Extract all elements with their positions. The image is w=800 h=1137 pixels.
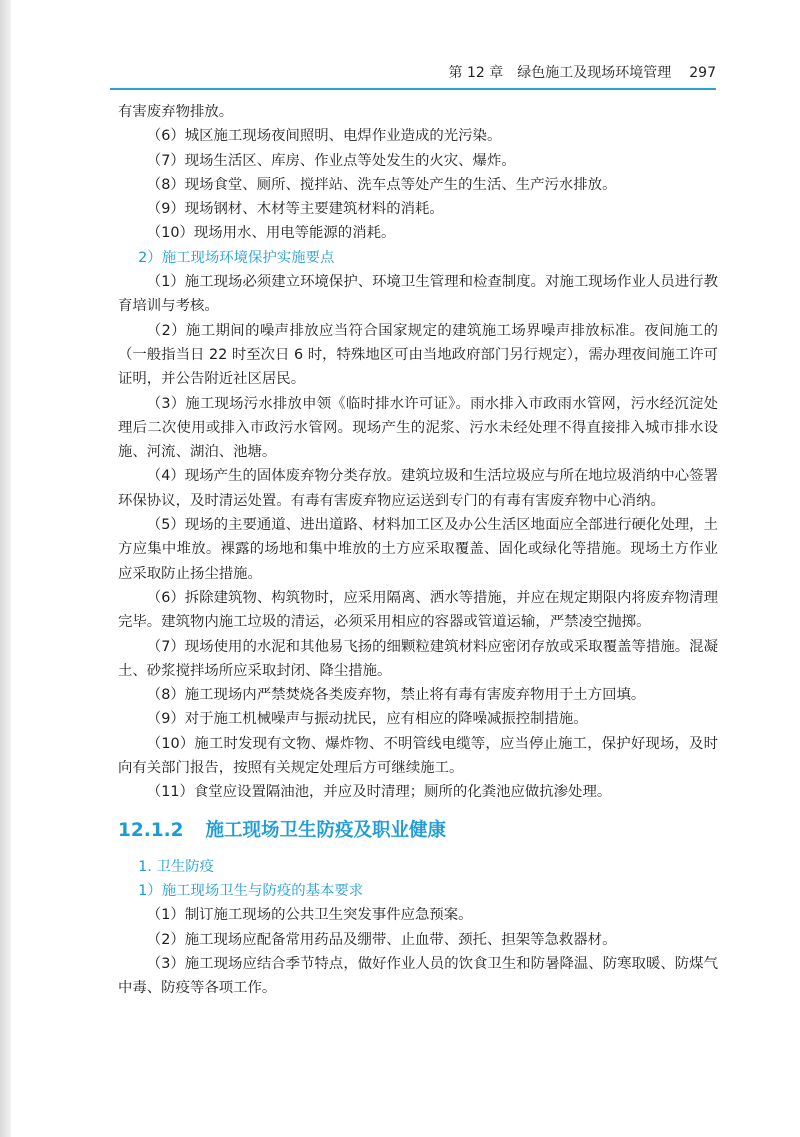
- section-number: 12.1.2: [118, 819, 184, 841]
- chapter-label: 第 12 章: [448, 65, 504, 81]
- paragraph: （8）施工现场内严禁焚烧各类废弃物，禁止将有毒有害废弃物用于土方回填。: [146, 687, 646, 704]
- paragraph: （10）现场用水、用电等能源的消耗。: [146, 225, 396, 242]
- paragraph: （2）施工期间的噪声排放应当符合国家规定的建筑施工场界噪声排放标准。夜间施工的（一般指当日 22 时至次日 6 时，特殊地区可由当地政府部门另行规定），需办理夜间施工许可证明，并公告附近社区居民。: [118, 322, 718, 388]
- header-rule: [110, 88, 716, 90]
- paragraph: （10）施工时发现有文物、爆炸物、不明管线电缆等，应当停止施工，保护好现场，及时向有关部门报告，按照有关规定处理后方可继续施工。: [118, 735, 718, 777]
- paragraph: （8）现场食堂、厕所、搅拌站、洗车点等处产生的生活、生产污水排放。: [146, 176, 617, 193]
- paragraph: （6）拆除建筑物、构筑物时，应采用隔离、洒水等措施，并应在规定期限内将废弃物清理完毕。建筑物内施工垃圾的清运，必须采用相应的容器或管道运输，严禁凌空抛掷。: [118, 589, 718, 631]
- page-body: [118, 100, 718, 1000]
- paragraph: （6）城区施工现场夜间照明、电焊作业造成的光污染。: [146, 128, 502, 145]
- paragraph: （11）食堂应设置隔油池，并应及时清理；厕所的化粪池应做抗渗处理。: [146, 784, 612, 801]
- paragraph: （9）现场钢材、木材等主要建筑材料的消耗。: [146, 201, 444, 218]
- page-edge-shadow: [0, 0, 11, 1137]
- subheading: 1）施工现场卫生与防疫的基本要求: [138, 882, 364, 899]
- header-text: [435, 62, 716, 82]
- paragraph: （7）现场使用的水泥和其他易飞扬的细颗粒建筑材料应密闭存放或采取覆盖等措施。混凝土、砂浆搅拌场所应采取封闭、降尘措施。: [118, 638, 718, 679]
- running-header: [110, 58, 716, 90]
- paragraph: （2）施工现场应配备常用药品及绷带、止血带、颈托、担架等急救器材。: [146, 931, 617, 948]
- section-heading: [118, 815, 718, 847]
- section-title: 施工现场卫生防疫及职业健康: [205, 819, 447, 841]
- subheading: 2）施工现场环境保护实施要点: [138, 249, 335, 266]
- paragraph: （7）现场生活区、库房、作业点等处发生的火灾、爆炸。: [146, 152, 516, 169]
- subheading: 1. 卫生防疫: [138, 858, 215, 875]
- paragraph: （3）施工现场污水排放申领《临时排水许可证》。雨水排入市政雨水管网，污水经沉淀处理后二次使用或排入市政污水管网。现场产生的泥浆、污水未经处理不得直接排入城市排水设施、河流、湖泊、池塘。: [118, 395, 718, 461]
- paragraph: （5）现场的主要通道、进出道路、材料加工区及办公生活区地面应全部进行硬化处理，土方应集中堆放。裸露的场地和集中堆放的土方应采取覆盖、固化或绿化等措施。现场土方作业应采取防止扬尘措施。: [118, 517, 718, 582]
- paragraph: （1）施工现场必须建立环境保护、环境卫生管理和检查制度。对施工现场作业人员进行教育培训与考核。: [118, 274, 718, 315]
- paragraph: （1）制订施工现场的公共卫生突发事件应急预案。: [146, 907, 473, 924]
- paragraph: （4）现场产生的固体废弃物分类存放。建筑垃圾和生活垃圾应与所在地垃圾消纳中心签署环保协议，及时清运处置。有毒有害废弃物应运送到专门的有毒有害废弃物中心消纳。: [118, 468, 718, 509]
- paragraph: 有害废弃物排放。: [118, 104, 234, 120]
- chapter-title: 绿色施工及现场环境管理: [517, 65, 672, 81]
- paragraph: （3）施工现场应结合季节特点，做好作业人员的饮食卫生和防暑降温、防寒取暖、防煤气中毒、防疫等各项工作。: [118, 955, 718, 997]
- paragraph: （9）对于施工机械噪声与振动扰民，应有相应的降噪减振控制措施。: [146, 711, 588, 728]
- page-number: 297: [689, 65, 716, 81]
